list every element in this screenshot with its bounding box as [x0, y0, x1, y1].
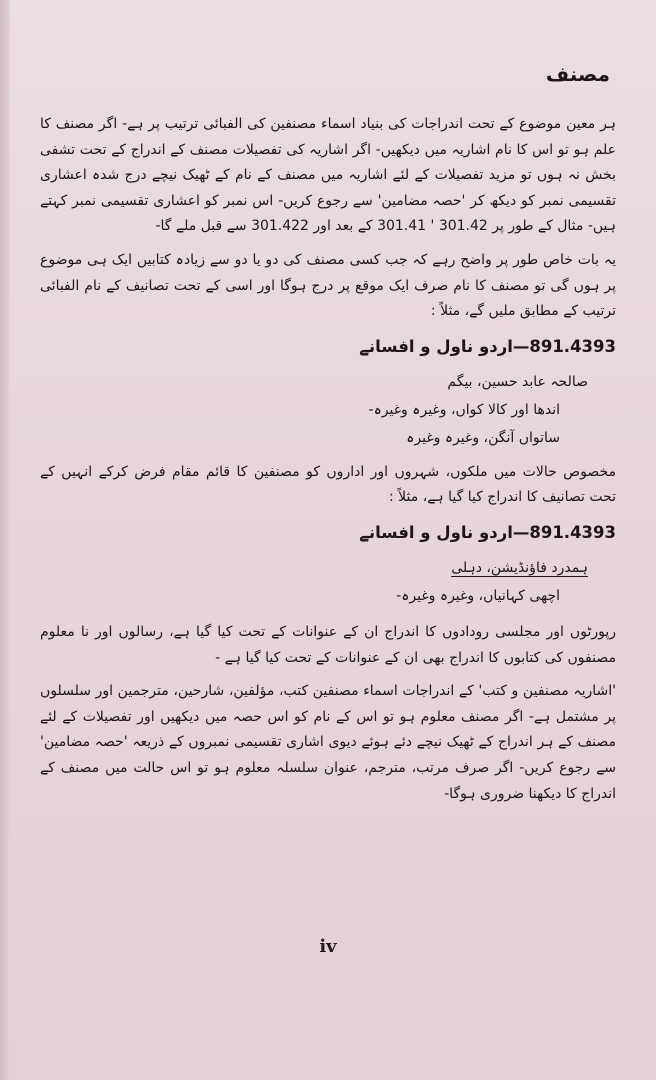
- page-binding-edge: [0, 0, 10, 1080]
- closing-paragraph-1: رپورٹوں اور مجلسی رودادوں کا اندراج ان کے عنوانات کے تحت کیا گیا ہے، رسالوں اور نا معلوم مصنفوں کی کتابوں کا اندراج بھی ان کے عنوانات کے تحت کیا گیا ہے -: [40, 623, 616, 666]
- middle-paragraph: مخصوص حالات میں ملکوں، شہروں اور اداروں کو مصنفین کا قائم مقام فرض کرکے انہیں کے تحت تصانیف کا اندراج کیا گیا ہے، مثلاً :: [40, 463, 616, 506]
- example-1-heading: [40, 333, 616, 360]
- example-2-subject: —اردو ناول و افسانے: [359, 522, 530, 542]
- example-1-book-1: اندھا اور کالا کواں، وغیرہ وغیرہ-: [368, 401, 560, 418]
- intro-paragraph-1: ہر معین موضوع کے تحت اندراجات کی بنیاد اسماء مصنفین کی الفبائی ترتیب پر ہے- اگر مصنف کا علم ہو تو اس کا نام اشاریہ میں دیکھیں- اگر اشاریہ کی تفصیلات مصنف کے اندراج کے تحت تشفی بخش نہ ہوں تو مزید تفصیلات کے لئے اشاریہ میں مصنف کے نام کے ٹھیک نیچے درج شدہ اعشاری تقسیمی نمبر کو دیکھ کر 'حصہ مضامین' سے رجوع کریں- اس نمبر کو اعشاری تقسیمی نمبر کہتے ہیں- مثال کے طور پر 301.42 ' 301.41 کے بعد اور 301.422 سے قبل ملے گا-: [40, 116, 616, 235]
- example-2-class-number: 891.4393: [529, 522, 616, 542]
- section-heading: مصنف: [545, 62, 610, 86]
- example-1-subject: —اردو ناول و افسانے: [359, 336, 530, 356]
- example-2-book-1: اچھی کہانیاں، وغیرہ وغیرہ-: [396, 587, 560, 604]
- page-content: [40, 62, 616, 815]
- example-1-author: صالحہ عابد حسین، بیگم: [447, 373, 588, 390]
- example-1-book-2: ساتواں آنگن، وغیرہ وغیرہ: [406, 429, 560, 446]
- page-number: iv: [319, 936, 337, 957]
- intro-paragraph-2: یہ بات خاص طور پر واضح رہے کہ جب کسی مصنف کی دو یا دو سے زیادہ کتابیں ایک ہی موضوع پر ہوں گی تو مصنف کا نام صرف ایک موقع پر درج ہوگا اور اسی کے تحت تصانیف کے نام الفبائی ترتیب کے مطابق ملیں گے، مثلاً :: [40, 251, 616, 320]
- example-2-author-line: [40, 554, 616, 582]
- example-2-author: ہمدرد فاؤنڈیشن، دہلی: [451, 559, 588, 576]
- closing-paragraph-2: 'اشاریہ مصنفین و کتب' کے اندراجات اسماء مصنفین کتب، مؤلفین، شارحین، مترجمین اور سلسلوں پر مشتمل ہے- اگر مصنف معلوم ہو تو اس کے نام کو اس حصہ میں دیکھیں اور تفصیلات کے لئے مصنف کے ہر اندراج کے ٹھیک نیچے دئے ہوئے دیوی اشاری تقسیمی نمبروں کے ذریعہ 'حصہ مضامین' سے رجوع کریں- اگر صرف مرتب، مترجم، عنوان سلسلہ معلوم ہو تو اس حالت میں مصنف کے اندراج کا دیکھنا ضروری ہوگا-: [40, 683, 616, 802]
- example-2-heading: [40, 519, 616, 546]
- example-1-class-number: 891.4393: [529, 336, 616, 356]
